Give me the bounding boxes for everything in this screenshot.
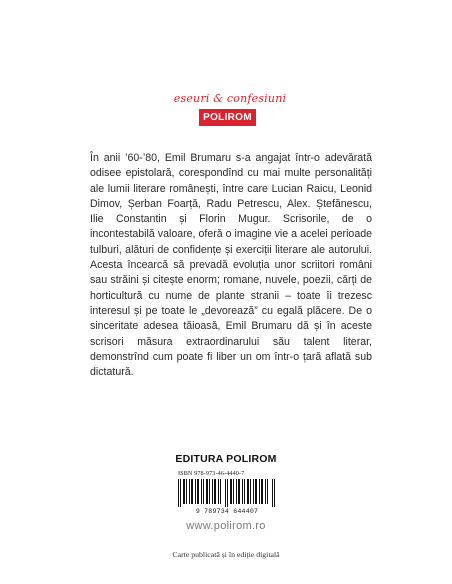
book-description: În anii ’60-’80, Emil Brumaru s-a angajat într-o adevărată odisee epistolară, corespondînd cu mai multe personalități ale lumii literare românești, între care Lucian Raicu, Leonid Dimov, Șerban Foarță, Radu Petrescu, Alex. Ștefănescu, Ilie Constantin și Florin Mugur. Scrisorile, de o incontestabilă valoare, oferă o imagine vie a acelei perioade tulburi, alături de confidențe și exerciții literare ale autorului. Acesta încearcă să prevadă evoluția unor scriitori români sau străini și citește enorm; romane, nuvele, poezii, cărți de horticultură cu nume de plante stranii – toate îi trezesc interesul și pe toate le „devorează” cu egală plăcere. De o sinceritate adesea tăioasă, Emil Brumaru dă și în aceste scrisori măsura extraordinarului său talent literar, demonstrînd cum poate fi liber un om într-o țară aflată sub dictatură. <box>90 152 372 379</box>
barcode-icon <box>178 479 276 507</box>
digital-edition-note: Carte publicată și în ediție digitală <box>172 550 280 559</box>
series-label: eseuri & confesiuni <box>173 92 287 105</box>
publisher-name: EDITURA POLIROM <box>175 453 277 465</box>
barcode-digits: 9 789734 644407 <box>195 508 259 515</box>
polirom-logo: POLIROM <box>199 109 256 126</box>
website-link[interactable]: www.polirom.ro <box>186 520 266 532</box>
isbn-text: ISBN 978-973-46-4440-7 <box>178 470 245 477</box>
